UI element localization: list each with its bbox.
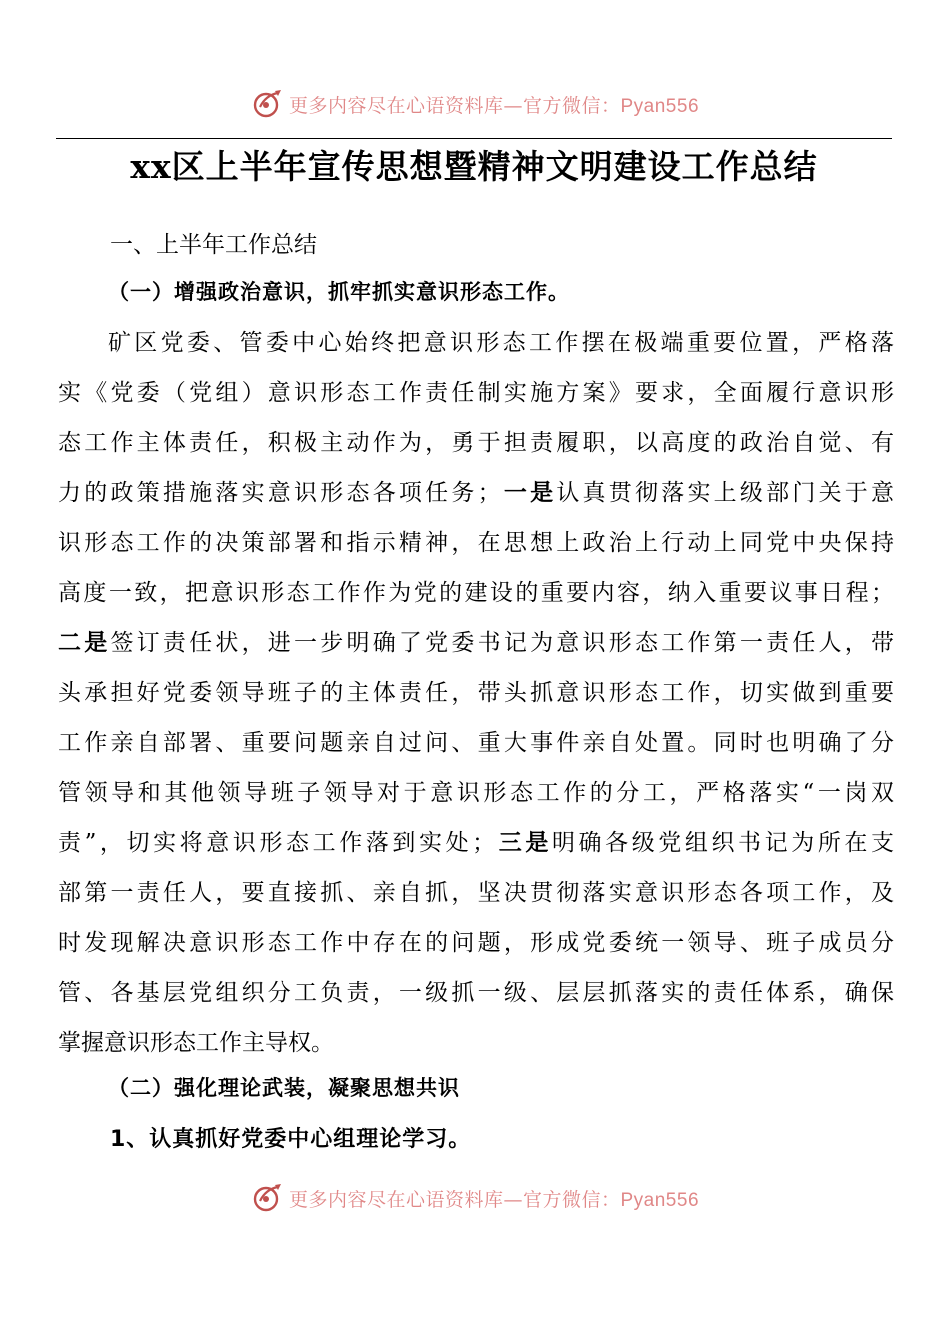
paragraph-line: 管领导和其他领导班子领导对于意识形态工作的分工，严格落实“一岗双 xyxy=(58,780,894,806)
paragraph-line: 二是签订责任状，进一步明确了党委书记为意识形态工作第一责任人，带 xyxy=(58,630,895,656)
paragraph-line: 实《党委（党组）意识形态工作责任制实施方案》要求，全面履行意识形 xyxy=(58,380,894,406)
paragraph-line: 管、各基层党组织分工负责，一级抓一级、层层抓落实的责任体系，确保 xyxy=(58,980,894,1006)
heading-level-1: 一、上半年工作总结 xyxy=(110,232,317,258)
paragraph-line: 掌握意识形态工作主导权。 xyxy=(58,1030,334,1056)
emphasis-text: 一是 xyxy=(500,480,557,506)
section-2-title: （二）强化理论武装，凝聚思想共识 xyxy=(108,1076,460,1100)
paragraph-line: 矿区党委、管委中心始终把意识形态工作摆在极端重要位置，严格落 xyxy=(108,330,894,356)
header-watermark-banner xyxy=(0,84,950,124)
paragraph-line: 头承担好党委领导班子的主体责任，带头抓意识形态工作，切实做到重要 xyxy=(58,680,894,706)
banner-text: 更多内容尽在心语资料库—官方微信：Pyan556 xyxy=(288,94,700,117)
footer-watermark-banner xyxy=(0,1178,950,1218)
logo-icon xyxy=(251,87,285,121)
paragraph-line: 态工作主体责任，积极主动作为，勇于担责履职，以高度的政治自觉、有 xyxy=(58,430,894,456)
document-title: xx区上半年宣传思想暨精神文明建设工作总结 xyxy=(130,147,818,186)
banner-text: 更多内容尽在心语资料库—官方微信：Pyan556 xyxy=(288,1188,700,1211)
paragraph-line: 时发现解决意识形态工作中存在的问题，形成党委统一领导、班子成员分 xyxy=(58,930,894,956)
paragraph-line: 识形态工作的决策部署和指示精神，在思想上政治上行动上同党中央保持 xyxy=(58,530,894,556)
paragraph-line: 力的政策措施落实意识形态各项任务；一是认真贯彻落实上级部门关于意 xyxy=(58,480,895,506)
item-1-title: 1、认真抓好党委中心组理论学习。 xyxy=(110,1127,472,1152)
logo-icon xyxy=(251,1181,285,1215)
emphasis-text: 三是 xyxy=(495,830,552,856)
section-1-title: （一）增强政治意识，抓牢抓实意识形态工作。 xyxy=(108,280,570,304)
header-rule xyxy=(56,138,892,139)
paragraph-line: 部第一责任人，要直接抓、亲自抓，坚决贯彻落实意识形态各项工作，及 xyxy=(58,880,894,906)
paragraph-line: 责”，切实将意识形态工作落到实处；三是明确各级党组织书记为所在支 xyxy=(58,830,894,856)
emphasis-text: 二是 xyxy=(58,630,111,656)
paragraph-line: 高度一致，把意识形态工作作为党的建设的重要内容，纳入重要议事日程； xyxy=(58,580,894,606)
paragraph-line: 工作亲自部署、重要问题亲自过问、重大事件亲自处置。同时也明确了分 xyxy=(58,730,894,756)
